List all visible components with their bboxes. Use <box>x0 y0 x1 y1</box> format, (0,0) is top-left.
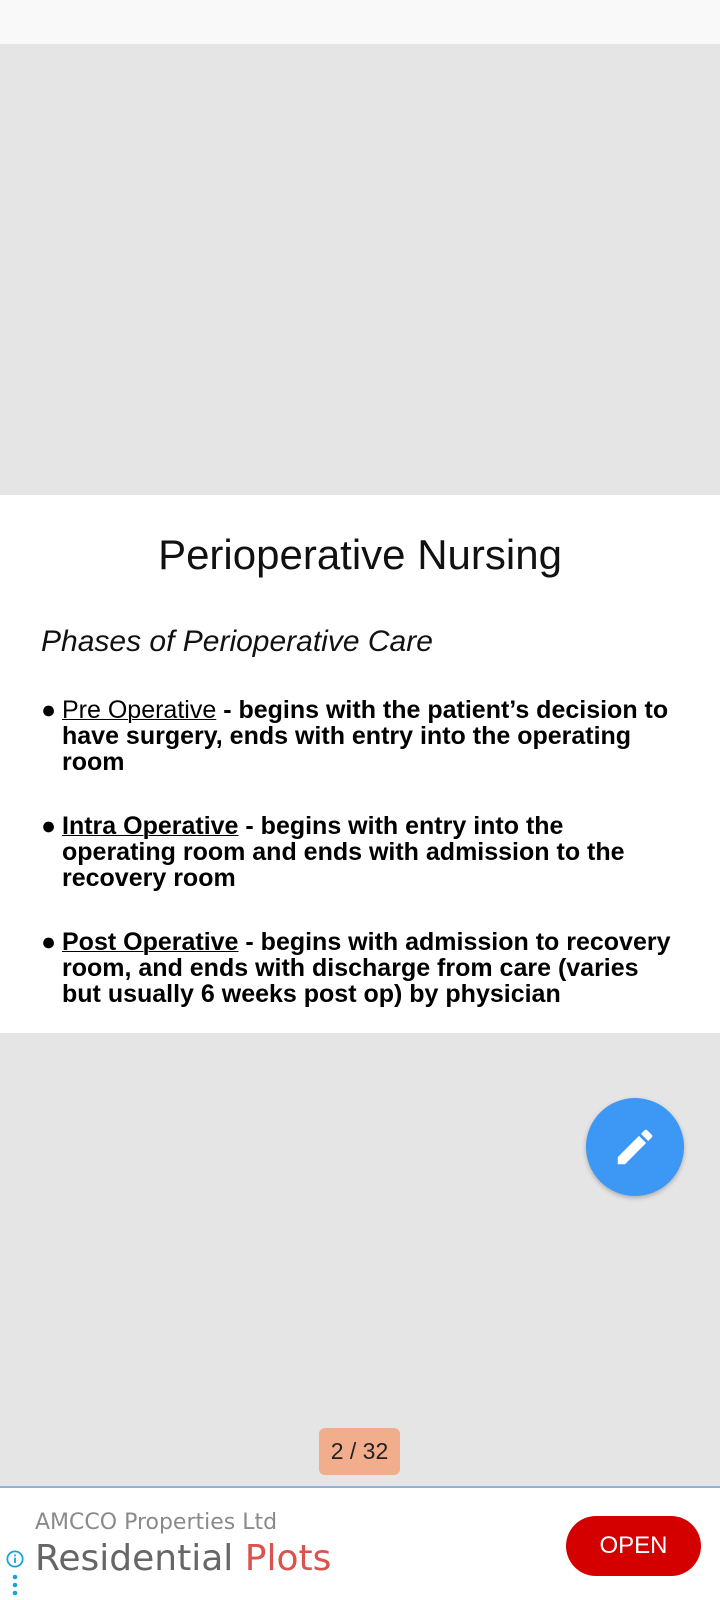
slide-title: Perioperative Nursing <box>158 531 562 578</box>
bullet-text: - begins with the patient’s decision to have surgery, ends with entry into the operating room <box>62 696 669 776</box>
bullet-intra-operative <box>41 813 681 891</box>
bullet-text: - begins with entry into the operating room and ends with admission to the recovery room <box>62 812 625 892</box>
bullet-term: Pre Operative <box>62 696 217 724</box>
bullet-term: Intra Operative <box>62 812 239 840</box>
slide-subtitle: Phases of Perioperative Care <box>41 625 433 658</box>
info-icon[interactable] <box>6 1550 24 1568</box>
slide <box>0 495 720 1033</box>
bullet-list <box>41 697 681 1045</box>
bullet-term: Post Operative <box>62 928 239 956</box>
bullet-pre-operative <box>41 697 681 775</box>
bullet-dot-icon: ● <box>41 812 57 840</box>
bullet-dot-icon: ● <box>41 928 57 956</box>
page-indicator: 2 / 32 <box>319 1428 400 1475</box>
status-bar <box>0 0 720 44</box>
pencil-icon <box>612 1124 658 1170</box>
ad-open-button[interactable]: OPEN <box>566 1516 701 1576</box>
ad-headline <box>35 1538 331 1579</box>
ad-headline-part1: Residential <box>35 1538 245 1579</box>
ad-company: AMCCO Properties Ltd <box>35 1510 278 1535</box>
bullet-text: - begins with admission to recovery room, and ends with discharge from care (varies but usually 6 weeks post op) by physician <box>62 928 671 1008</box>
bullet-dot-icon: ● <box>41 696 57 724</box>
ad-banner[interactable] <box>0 1486 720 1600</box>
edit-fab-button[interactable] <box>586 1098 684 1196</box>
ad-headline-part2: Plots <box>244 1538 332 1579</box>
bullet-post-operative <box>41 929 681 1007</box>
more-vertical-icon[interactable] <box>12 1574 18 1596</box>
